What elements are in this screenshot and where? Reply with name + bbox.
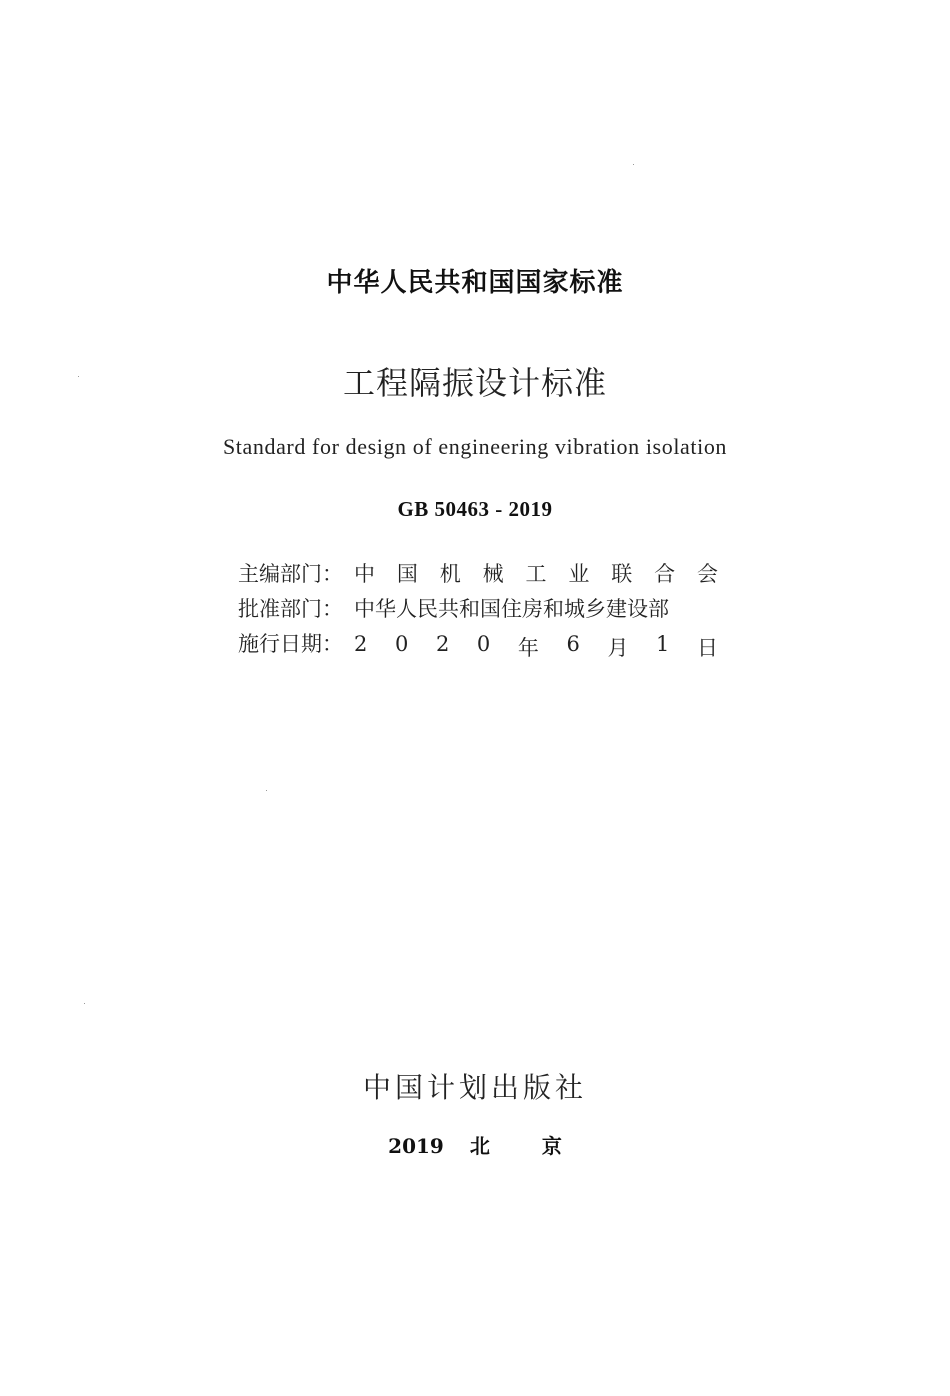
date-char: 6 — [566, 632, 580, 656]
document-title-english: Standard for design of engineering vibration isolation — [222, 434, 728, 459]
editor-label: 主编部门： — [238, 562, 343, 586]
editor-char: 国 — [396, 562, 418, 586]
approver-value: 中华人民共和国住房和城乡建设部 — [354, 597, 669, 621]
standard-code: GB 50463 - 2019 — [397, 497, 553, 521]
scan-speck — [266, 790, 267, 791]
date-char: 月 — [607, 636, 629, 660]
imprint-city-char: 京 — [541, 1134, 562, 1158]
editor-char: 业 — [568, 562, 590, 586]
editor-value — [354, 558, 718, 588]
editor-char: 械 — [482, 562, 504, 586]
publisher-name: 中国计划出版社 — [362, 1071, 587, 1104]
editor-char: 会 — [697, 562, 718, 586]
scan-speck — [633, 164, 634, 165]
effective-date-value — [354, 632, 718, 662]
approver-row — [238, 593, 718, 628]
editor-char: 合 — [654, 562, 676, 586]
date-char: 2 — [435, 632, 450, 656]
editor-char: 联 — [611, 562, 633, 586]
publication-info — [238, 558, 718, 663]
scan-speck — [84, 1003, 85, 1004]
date-char: 1 — [656, 632, 670, 656]
date-char: 年 — [517, 636, 539, 660]
editor-char: 中 — [354, 562, 375, 586]
date-char: 0 — [394, 632, 409, 656]
editor-char: 工 — [525, 562, 547, 586]
effective-date-label: 施行日期： — [238, 632, 343, 656]
date-char: 0 — [476, 632, 491, 656]
date-char: 2 — [354, 632, 368, 656]
editor-char: 机 — [439, 562, 461, 586]
imprint-line — [0, 1130, 950, 1159]
imprint-city-char: 北 — [469, 1134, 490, 1158]
effective-date-row — [238, 628, 718, 663]
date-char: 日 — [697, 636, 718, 660]
editor-row — [238, 558, 718, 593]
document-title-chinese: 工程隔振设计标准 — [342, 364, 607, 402]
approver-label: 批准部门： — [238, 597, 343, 621]
imprint-year: 2019 — [388, 1134, 444, 1158]
series-title: 中华人民共和国国家标准 — [326, 268, 624, 298]
